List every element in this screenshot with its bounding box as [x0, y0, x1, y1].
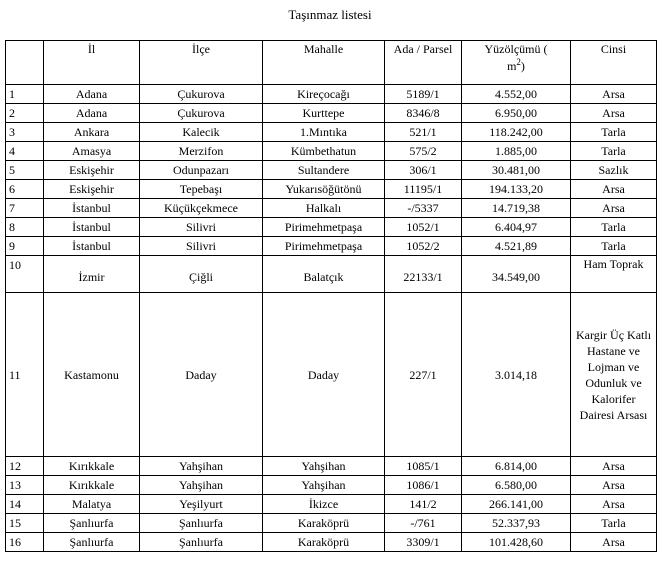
header-mahalle: Mahalle: [263, 41, 385, 85]
cell-cinsi: Tarla: [571, 142, 657, 161]
cell-no: 11: [6, 293, 44, 457]
cell-ilce: Çukurova: [140, 85, 263, 104]
cell-il: Kırıkkale: [44, 476, 140, 495]
cell-ilce: Silivri: [140, 218, 263, 237]
table-row: [6, 199, 657, 218]
header-yuzolcumu: [462, 41, 571, 85]
cell-il: Şanlıurfa: [44, 514, 140, 533]
cell-ilce: Tepebaşı: [140, 180, 263, 199]
table-row: [6, 293, 657, 457]
cell-ilce: Küçükçekmece: [140, 199, 263, 218]
table-row: [6, 123, 657, 142]
cell-cinsi: Sazlık: [571, 161, 657, 180]
cell-cinsi: Arsa: [571, 104, 657, 123]
cell-no: 10: [6, 256, 44, 293]
cell-ilce: Merzifon: [140, 142, 263, 161]
cell-ilce: Şanlıurfa: [140, 514, 263, 533]
cell-cinsi: Arsa: [571, 457, 657, 476]
cell-yuzolcumu: 118.242,00: [462, 123, 571, 142]
table-row: [6, 104, 657, 123]
table-row: [6, 218, 657, 237]
cell-mahalle: Kurttepe: [263, 104, 385, 123]
cell-no: 15: [6, 514, 44, 533]
cell-mahalle: Sultandere: [263, 161, 385, 180]
cell-ada-parsel: 8346/8: [385, 104, 462, 123]
document-title: Taşınmaz listesi: [288, 7, 372, 22]
cell-yuzolcumu: 3.014,18: [462, 293, 571, 457]
cell-yuzolcumu: 266.141,00: [462, 495, 571, 514]
table-row: [6, 495, 657, 514]
cell-mahalle: Kümbethatun: [263, 142, 385, 161]
cell-ada-parsel: 11195/1: [385, 180, 462, 199]
cell-no: 16: [6, 533, 44, 552]
cell-ada-parsel: 141/2: [385, 495, 462, 514]
cell-il: Kırıkkale: [44, 457, 140, 476]
cell-yuzolcumu: 6.580,00: [462, 476, 571, 495]
cell-cinsi: Kargir Üç Katlı Hastane ve Lojman ve Odunluk ve Kalorifer Dairesi Arsası: [571, 293, 657, 457]
table-header-row: [6, 41, 657, 85]
cell-cinsi: Tarla: [571, 237, 657, 256]
cell-yuzolcumu: 194.133,20: [462, 180, 571, 199]
cell-mahalle: Karaköprü: [263, 514, 385, 533]
cell-il: İstanbul: [44, 237, 140, 256]
cell-il: Eskişehir: [44, 161, 140, 180]
cell-cinsi: Arsa: [571, 180, 657, 199]
cell-no: 7: [6, 199, 44, 218]
cell-cinsi: Arsa: [571, 85, 657, 104]
cell-yuzolcumu: 101.428,60: [462, 533, 571, 552]
cell-cinsi: Arsa: [571, 476, 657, 495]
cell-il: Adana: [44, 85, 140, 104]
cell-mahalle: Halkalı: [263, 199, 385, 218]
cell-yuzolcumu: 34.549,00: [462, 256, 571, 293]
cell-ada-parsel: 22133/1: [385, 256, 462, 293]
cell-yuzolcumu: 6.950,00: [462, 104, 571, 123]
table-row: [6, 256, 657, 293]
cell-no: 14: [6, 495, 44, 514]
header-ilce: İlçe: [140, 41, 263, 85]
cell-mahalle: Daday: [263, 293, 385, 457]
cell-no: 13: [6, 476, 44, 495]
cell-no: 9: [6, 237, 44, 256]
cell-il: Eskişehir: [44, 180, 140, 199]
table-row: [6, 85, 657, 104]
cell-mahalle: Balatçık: [263, 256, 385, 293]
cell-ilce: Silivri: [140, 237, 263, 256]
cell-mahalle: Kireçocağı: [263, 85, 385, 104]
cell-ilce: Kalecik: [140, 123, 263, 142]
cell-ada-parsel: 1086/1: [385, 476, 462, 495]
cell-yuzolcumu: 1.885,00: [462, 142, 571, 161]
cell-mahalle: Pirimehmetpaşa: [263, 218, 385, 237]
cell-cinsi: Arsa: [571, 495, 657, 514]
cell-cinsi: Arsa: [571, 199, 657, 218]
cell-cinsi: Ham Toprak: [571, 256, 657, 293]
header-unit-sup: 2: [516, 57, 521, 67]
cell-ada-parsel: 521/1: [385, 123, 462, 142]
cell-ada-parsel: 1052/2: [385, 237, 462, 256]
header-unit-close: ): [520, 59, 525, 73]
cell-cinsi: Arsa: [571, 533, 657, 552]
cell-ada-parsel: 575/2: [385, 142, 462, 161]
cell-il: Malatya: [44, 495, 140, 514]
cell-yuzolcumu: 4.552,00: [462, 85, 571, 104]
cell-ada-parsel: 5189/1: [385, 85, 462, 104]
cell-ada-parsel: -/761: [385, 514, 462, 533]
cell-yuzolcumu: 14.719,38: [462, 199, 571, 218]
cell-mahalle: Yukarısöğütönü: [263, 180, 385, 199]
cell-il: Kastamonu: [44, 293, 140, 457]
cell-ilce: Yeşilyurt: [140, 495, 263, 514]
cell-ilce: Odunpazarı: [140, 161, 263, 180]
cell-cinsi: Tarla: [571, 123, 657, 142]
table-row: [6, 180, 657, 199]
cell-yuzolcumu: 30.481,00: [462, 161, 571, 180]
cell-mahalle: Pirimehmetpaşa: [263, 237, 385, 256]
cell-ilce: Çiğli: [140, 256, 263, 293]
header-unit: m: [507, 59, 517, 73]
header-cinsi: Cinsi: [571, 41, 657, 85]
cell-mahalle: Yahşihan: [263, 476, 385, 495]
cell-yuzolcumu: 6.404,97: [462, 218, 571, 237]
cell-yuzolcumu: 6.814,00: [462, 457, 571, 476]
cell-il: İstanbul: [44, 199, 140, 218]
table-row: [6, 476, 657, 495]
cell-ilce: Yahşihan: [140, 457, 263, 476]
cell-no: 6: [6, 180, 44, 199]
cell-no: 1: [6, 85, 44, 104]
cell-mahalle: İkizce: [263, 495, 385, 514]
cell-cinsi: Tarla: [571, 218, 657, 237]
cell-il: Şanlıurfa: [44, 533, 140, 552]
cell-ada-parsel: 3309/1: [385, 533, 462, 552]
header-ada-parsel: Ada / Parsel: [385, 41, 462, 85]
cell-ilce: Şanlıurfa: [140, 533, 263, 552]
cell-no: 8: [6, 218, 44, 237]
table-row: [6, 161, 657, 180]
cell-no: 4: [6, 142, 44, 161]
cell-il: İzmir: [44, 256, 140, 293]
cell-no: 2: [6, 104, 44, 123]
cell-no: 12: [6, 457, 44, 476]
header-yuzolcumu-label: Yüzölçümü (: [484, 42, 548, 56]
cell-ada-parsel: -/5337: [385, 199, 462, 218]
header-il: İl: [44, 41, 140, 85]
cell-ada-parsel: 306/1: [385, 161, 462, 180]
cell-il: Amasya: [44, 142, 140, 161]
header-no: [6, 41, 44, 85]
cell-ada-parsel: 1052/1: [385, 218, 462, 237]
table-row: [6, 533, 657, 552]
table-row: [6, 142, 657, 161]
cell-il: İstanbul: [44, 218, 140, 237]
cell-no: 5: [6, 161, 44, 180]
property-table: [5, 40, 657, 552]
table-row: [6, 237, 657, 256]
cell-yuzolcumu: 52.337,93: [462, 514, 571, 533]
cell-cinsi: Tarla: [571, 514, 657, 533]
cell-mahalle: Karaköprü: [263, 533, 385, 552]
cell-ilce: Daday: [140, 293, 263, 457]
cell-yuzolcumu: 4.521,89: [462, 237, 571, 256]
cell-mahalle: Yahşihan: [263, 457, 385, 476]
table-body: [6, 85, 657, 552]
cell-ada-parsel: 227/1: [385, 293, 462, 457]
cell-il: Adana: [44, 104, 140, 123]
cell-il: Ankara: [44, 123, 140, 142]
table-row: [6, 457, 657, 476]
cell-ilce: Yahşihan: [140, 476, 263, 495]
table-row: [6, 514, 657, 533]
cell-ilce: Çukurova: [140, 104, 263, 123]
cell-ada-parsel: 1085/1: [385, 457, 462, 476]
cell-mahalle: 1.Mıntıka: [263, 123, 385, 142]
cell-no: 3: [6, 123, 44, 142]
